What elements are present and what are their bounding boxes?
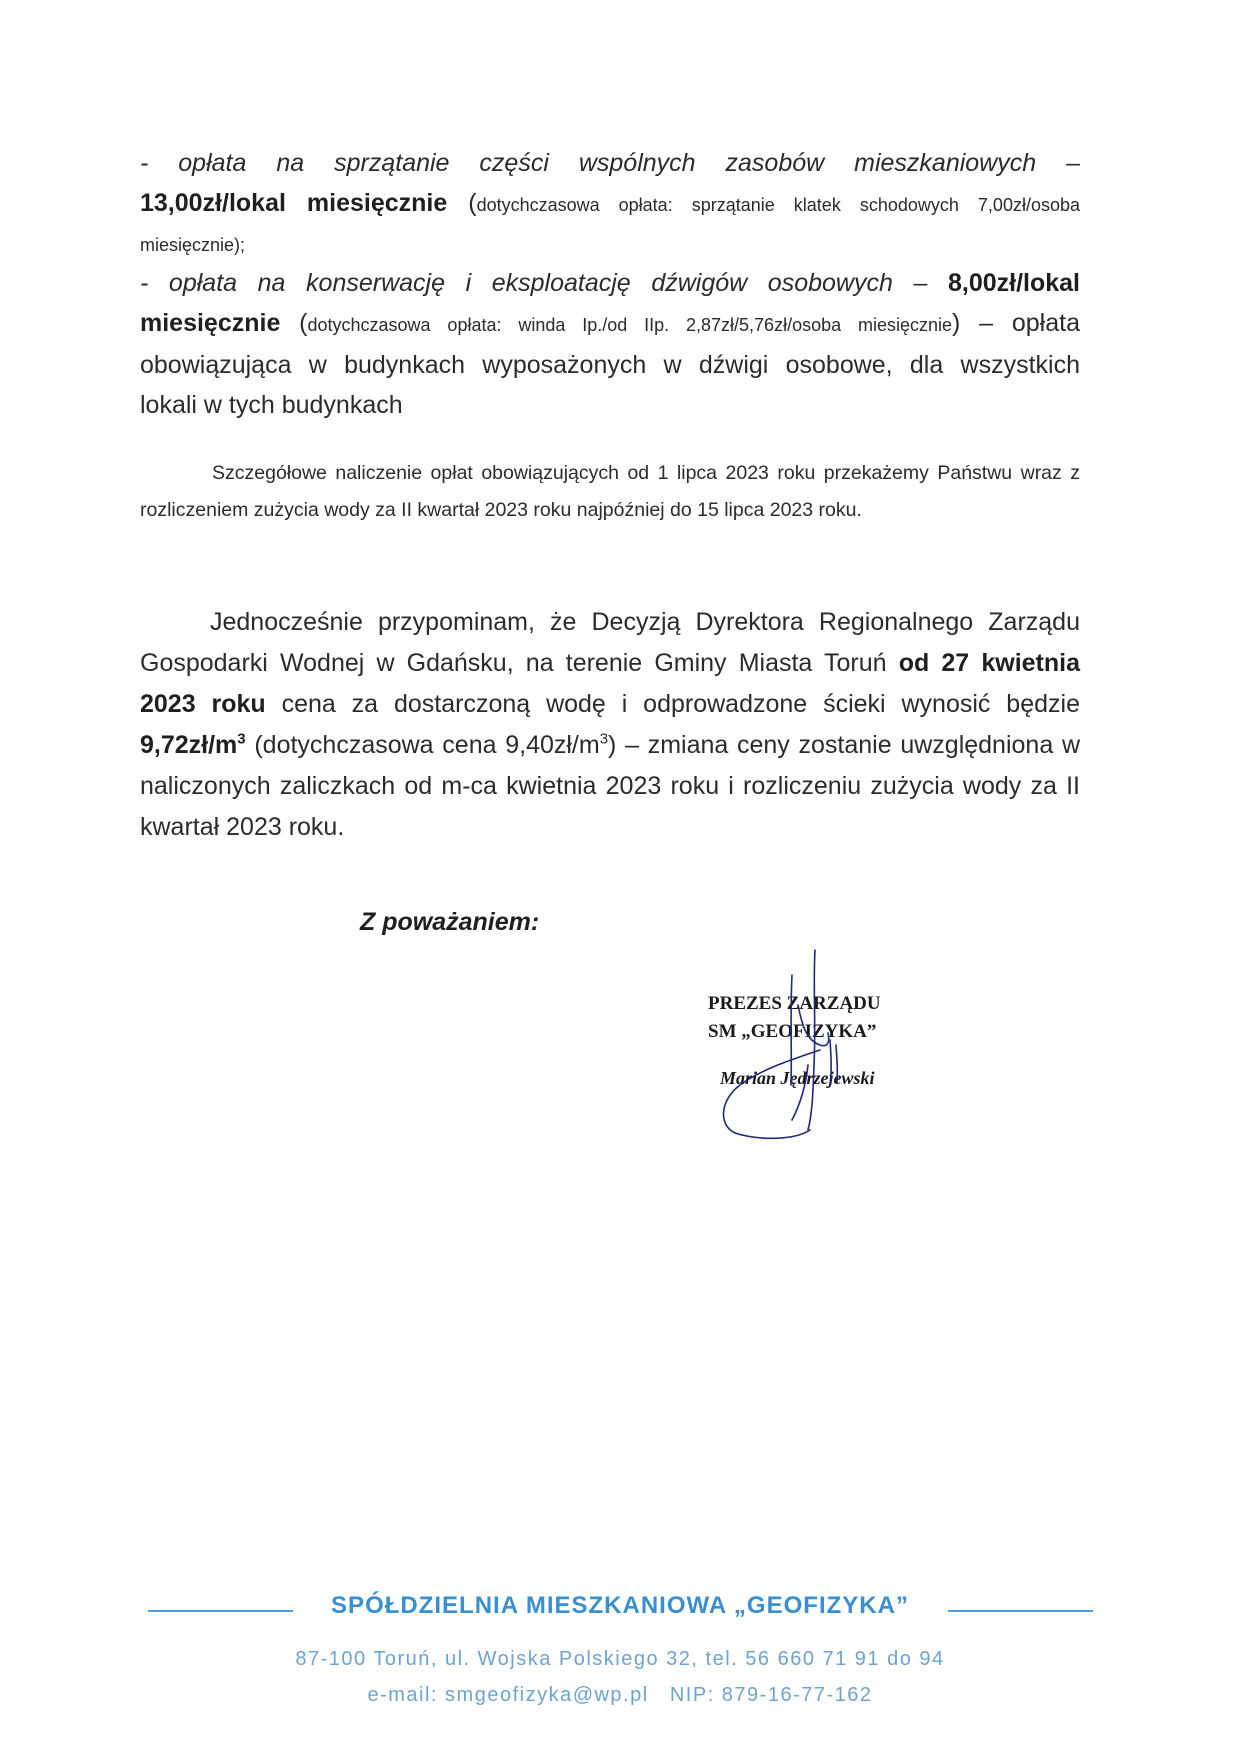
fee-item-elevator-amount: 8,00zł/lokal — [947, 269, 1080, 297]
water-price-new: $9,72zł/m^3$ — [140, 730, 246, 759]
fee-item-cleaning-note: dotychczasowa opłata: sprzątanie klatek schodowych 7,00zł/osoba — [476, 195, 1080, 215]
water-price-date: od 27 kwietnia 2023 roku — [140, 649, 1080, 718]
footer-contact: e-mail: smgeofizyka@wp.pl NIP: 879-16-77-162 — [367, 1684, 873, 1706]
handwritten-signature — [680, 945, 910, 1145]
paragraph-water-price: Jednocześnie przypominam, że Decyzją Dyrektora Regionalnego Zarządu Gospodarki Wodnej w Gdańsku, na terenie Gminy Miasta Toruń od 27 kwietnia 2023 roku cena za dostarczoną wodę i odprowadzone ścieki wynosić będzie $9,72zł/m^3$ (dotychczasowa cena $9,40zł/m^3$) – zmiana ceny zostanie uwzględniona w naliczonych zaliczkach od m-ca kwietnia 2023 roku i rozliczeniu zużycia wody za II kwartał 2023 roku. — [140, 608, 1080, 841]
fee-item-cleaning-amount-line: 13,00zł/lokal miesięcznie (dotychczasowa opłata: sprzątanie klatek schodowych 7,00zł/osoba — [140, 189, 1080, 217]
paragraph-billing: Szczegółowe naliczenie opłat obowiązujących od 1 lipca 2023 roku przekażemy Państwu wraz z rozliczeniem zużycia wody za II kwartał 2023 roku najpóźniej do 15 lipca 2023 roku. — [140, 462, 1080, 521]
footer-organization: SPÓŁDZIELNIA MIESZKANIOWA „GEOFIZYKA” — [331, 1592, 909, 1619]
fee-item-elevator-note: dotychczasowa opłata: winda Ip./od IIp. 2,87zł/5,76zł/osoba miesięcznie — [307, 315, 953, 335]
fee-item-cleaning-label: - opłata na sprzątanie części wspólnych zasobów mieszkaniowych – — [140, 149, 1080, 177]
stamp-name: Marian Jędrzejewski — [720, 1068, 875, 1088]
stamp-org: SM „GEOFIZYKA” — [708, 1021, 877, 1042]
fee-item-elevator-note-line: miesięcznie (dotychczasowa opłata: winda Ip./od IIp. 2,87zł/5,76zł/osoba miesięcznie) – opłata — [140, 309, 1080, 337]
fee-item-elevator-scope-end: lokali w tych budynkach — [140, 391, 403, 419]
closing-salutation: Z poważaniem: — [360, 908, 540, 936]
fee-item-cleaning-note-cont: miesięcznie); — [140, 235, 246, 255]
fee-item-elevator-scope: obowiązująca w budynkach wyposażonych w dźwigi osobowe, dla wszystkich — [140, 351, 1080, 379]
fee-item-elevator — [140, 263, 1080, 425]
fee-item-cleaning — [140, 143, 1080, 265]
fee-item-elevator-label-line — [140, 263, 1080, 303]
stamp-title: PREZES ZARZĄDU — [708, 993, 881, 1014]
fee-item-cleaning-amount: 13,00zł/lokal miesięcznie — [140, 189, 448, 217]
footer-address: 87-100 Toruń, ul. Wojska Polskiego 32, tel. 56 660 71 91 do 94 — [295, 1648, 945, 1670]
fee-item-elevator-label: - opłata na konserwację i eksploatację dźwigów osobowych – — [140, 269, 928, 297]
